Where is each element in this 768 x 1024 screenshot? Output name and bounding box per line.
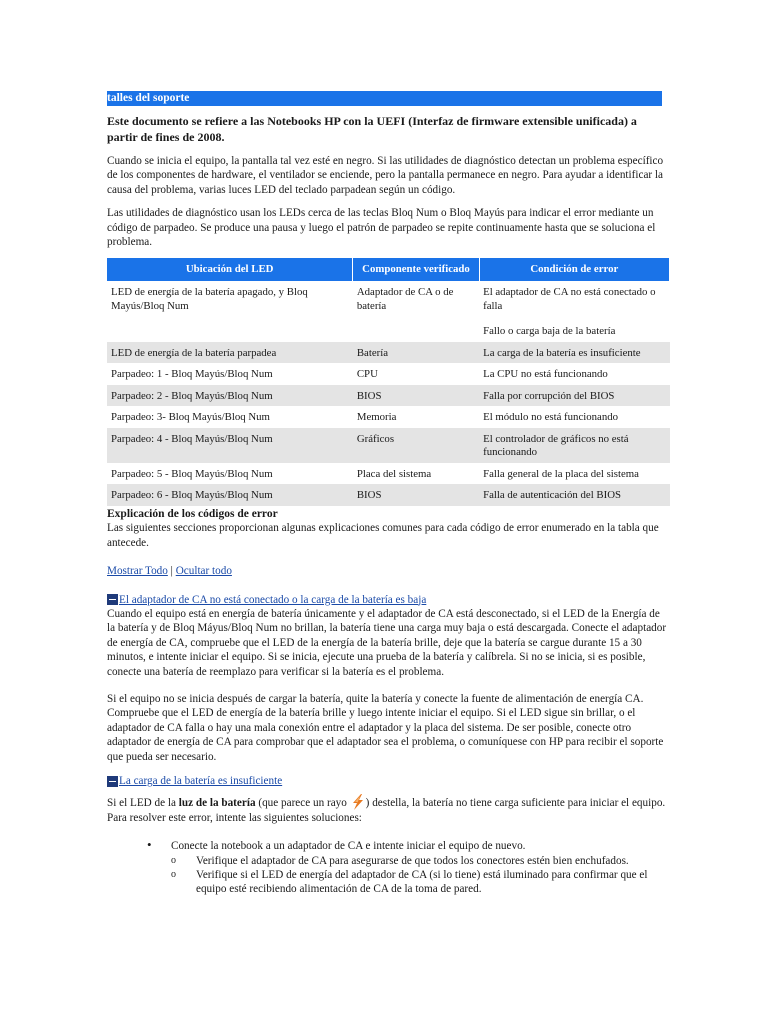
intro-text: Este documento se refiere a las Notebooks HP con la UEFI (Interfaz de firmware extensible unificada) a partir de fines de 2008. [107,114,637,144]
paragraph-1: Cuando se inicia el equipo, la pantalla tal vez esté en negro. Si las utilidades de diagnóstico detectan un problema específico de los componentes de hardware, el ventilador se enciende, pero la pantalla permanece en negro. Para ayudar a identificar la causa del problema, varias luces LED del teclado parpadean según un código. [107,155,664,196]
list-item: o Verifique si el LED de energía del adaptador de CA (si lo tiene) está iluminado para confirmar que el equipo esté recibiendo alimentación de CA de la toma de pared. [171,868,667,897]
table-cell: Falla de autenticación del BIOS [479,484,669,506]
section-ac-adapter-toggle[interactable] [107,593,667,607]
table-cell-line: El adaptador de CA no está conectado o falla [483,286,656,312]
table-cell: Falla general de la placa del sistema [483,467,639,480]
table-row [107,342,670,364]
table-cell [479,281,669,342]
explanation-text: Las siguientes secciones proporcionan algunas explicaciones comunes para cada código de error enumerado en la tabla que antecede. [107,522,659,549]
table-cell: Parpadeo: 1 - Bloq Mayús/Bloq Num [111,368,273,381]
column-header-led-location: Ubicación del LED [107,258,353,281]
list-item: o Verifique el adaptador de CA para asegurarse de que todos los conectores estén bien enchufados. [171,854,667,868]
sub-solutions-list [171,854,667,897]
solutions-list [107,839,667,897]
column-header-component: Componente verificado [353,258,479,281]
section-header-bar: talles del soporte [107,91,662,106]
section-battery-toggle[interactable] [107,774,667,788]
led-codes-table [107,258,670,506]
table-cell: Falla por corrupción del BIOS [479,385,669,407]
section-battery-title[interactable]: La carga de la batería es insuficiente [119,775,283,788]
table-row [107,385,670,407]
list-item [107,839,667,897]
section-ac-adapter-paragraph-2: Si el equipo no se inicia después de cargar la batería, quite la batería y conecte la fuente de alimentación de energía CA. Compruebe que el LED de energía de la batería brille y luego intente iniciar el equipo. Si el LED sigue sin brillar, o el adaptador de CA falla o hay una mala conexión entre el adaptador y la placa del sistema. De ser posible, conecte otro adaptador de energía de CA para comprobar que el adaptador sea el problema, o comuníquese con HP para recibir el soporte que pueda ser necesario. [107,693,664,763]
table-cell: LED de energía de la batería parpadea [107,342,353,364]
table-cell: Parpadeo: 2 - Bloq Mayús/Bloq Num [107,385,353,407]
explanation-heading: Explicación de los códigos de error [107,507,278,520]
battery-text-mid: (que parece un rayo [255,797,350,810]
table-cell: La carga de la batería es insuficiente [479,342,669,364]
table-cell: CPU [356,368,378,381]
section-battery-paragraph [107,794,667,825]
battery-text-start: Si el LED de la [107,797,179,810]
table-cell: BIOS [353,385,479,407]
table-row [107,484,670,506]
collapse-icon[interactable] [107,776,118,787]
section-battery [107,774,667,897]
table-cell: BIOS [353,484,479,506]
collapse-icon[interactable] [107,594,118,605]
table-row [107,428,670,463]
solution-text: Conecte la notebook a un adaptador de CA e intente iniciar el equipo de nuevo. [171,840,526,853]
table-cell: Gráficos [353,428,479,463]
table-cell: El módulo no está funcionando [483,411,619,424]
battery-text-end: ) destella, la batería no tiene carga suficiente para iniciar el equipo. Para resolver este error, intente las siguientes soluciones: [107,797,666,824]
table-cell: Parpadeo: 4 - Bloq Mayús/Bloq Num [107,428,353,463]
table-cell-line: Fallo o carga baja de la batería [483,325,616,338]
table-cell: LED de energía de la batería apagado, y Bloq Mayús/Bloq Num [111,286,308,312]
table-row [107,463,670,485]
expand-collapse-links [107,564,667,578]
table-cell: Batería [353,342,479,364]
table-cell: Parpadeo: 6 - Bloq Mayús/Bloq Num [107,484,353,506]
table-row [107,281,670,342]
table-cell: El controlador de gráficos no está funcionando [479,428,669,463]
hide-all-link[interactable]: Ocultar todo [175,565,232,578]
table-cell: Parpadeo: 5 - Bloq Mayús/Bloq Num [111,467,273,480]
section-ac-adapter [107,593,667,764]
column-header-error-condition: Condición de error [479,258,669,281]
paragraph-2: Las utilidades de diagnóstico usan los LEDs cerca de las teclas Bloq Num o Bloq Mayús para indicar el error mediante un código de parpadeo. Se produce una pausa y luego el patrón de parpadeo se repite continuamente hasta que se soluciona el problema. [107,207,656,249]
lightning-bolt-icon [350,794,366,810]
document-page [107,91,667,897]
table-row [107,406,670,428]
link-separator: | [170,565,173,578]
section-ac-adapter-title[interactable]: El adaptador de CA no está conectado o la carga de la batería es baja [119,593,427,606]
table-cell: Memoria [356,411,397,424]
section-ac-adapter-paragraph-1: Cuando el equipo está en energía de batería únicamente y el adaptador de CA está desconectado, si el LED de la Energía de la batería y de Bloq Máyus/Bloq Num no brillan, la batería tiene una carga muy baja o está descargada. Conecte el adaptador de energía de CA, compruebe que el LED de la energía de la batería brille, deje que la batería se cargue durante 15 a 30 minutos, e intente iniciar el equipo. Si se inicia, ejecute una prueba de la batería y calíbrela. Si no se inicia, si es posible, conecte una batería de reemplazo para verificar si la batería es el problema. [107,607,667,678]
table-cell: Placa del sistema [356,467,432,480]
battery-light-label: luz de la batería [178,797,256,810]
table-cell: Adaptador de CA o de batería [356,286,454,312]
show-all-link[interactable]: Mostrar Todo [107,565,168,578]
table-row [107,363,670,385]
table-cell: Parpadeo: 3- Bloq Mayús/Bloq Num [111,411,270,424]
table-cell: La CPU no está funcionando [483,368,608,381]
